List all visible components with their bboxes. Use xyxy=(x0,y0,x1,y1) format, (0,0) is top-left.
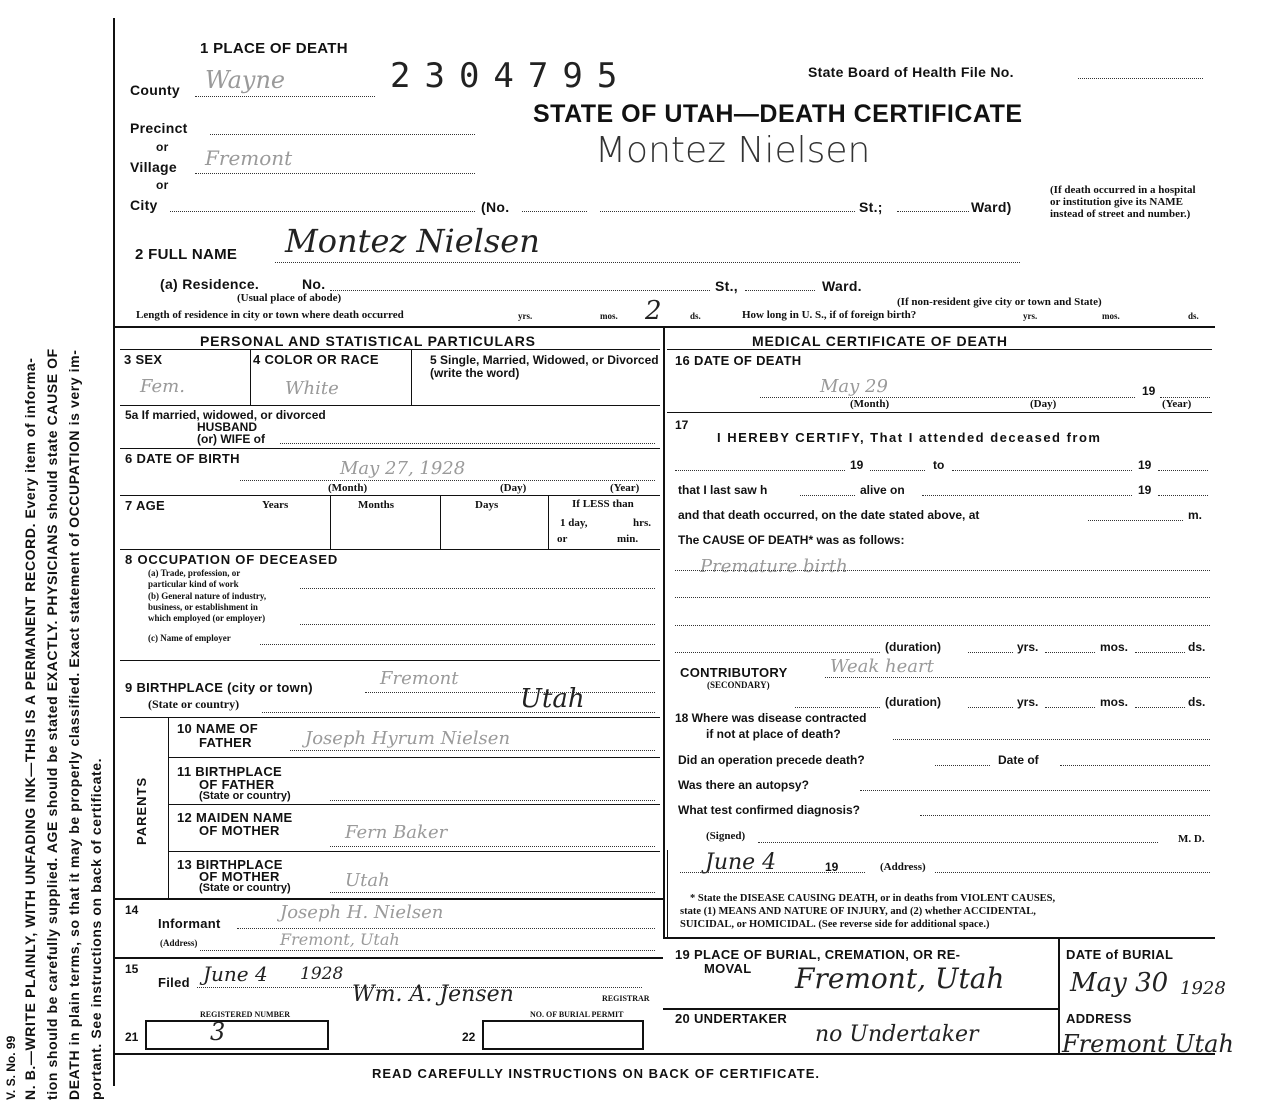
occ-a-line xyxy=(300,588,655,589)
informant-label: Informant xyxy=(158,916,221,931)
registered-number-value: 3 xyxy=(210,1018,226,1046)
mother-birthplace-2: OF MOTHER xyxy=(199,869,280,884)
father-label-1: 10 NAME OF xyxy=(177,721,259,736)
duration2-mos-line xyxy=(1045,707,1095,708)
medical-heading-line xyxy=(667,349,1212,350)
dod-year-label: (Year) xyxy=(1162,398,1192,410)
test-line xyxy=(920,815,1210,816)
attended-from-19: 19 xyxy=(850,458,864,472)
lower-right-top xyxy=(663,937,1215,939)
one-day-label: 1 day, xyxy=(560,517,588,529)
registered-number-box xyxy=(145,1020,329,1050)
item-18-label-2: if not at place of death? xyxy=(706,727,841,741)
instructions-line-3: DEATH in plain terms, so that it may be properly classified. Exact statement of OCCUPATION is very im- xyxy=(66,349,82,1100)
attended-to-label: to xyxy=(933,458,945,472)
filed-line xyxy=(197,987,642,988)
length-mos: mos. xyxy=(600,311,618,321)
sex-divider xyxy=(250,350,251,405)
county-value: Wayne xyxy=(205,66,286,94)
filed-value: June 4 xyxy=(203,962,268,986)
usual-place-label: (Usual place of abode) xyxy=(237,292,342,304)
precinct-line xyxy=(210,134,475,135)
instructions-line-2: tion should be carefully supplied. AGE should be stated EXACTLY. PHYSICIANS should state CAUSE OF xyxy=(44,348,60,1100)
no-line xyxy=(522,211,587,212)
registrar-signature: Wm. A. Jensen xyxy=(352,982,514,1007)
dob-value: May 27, 1928 xyxy=(340,458,466,479)
father-bp-line xyxy=(330,800,655,801)
village-line xyxy=(195,173,475,174)
father-value: Joseph Hyrum Nielsen xyxy=(305,728,511,749)
registered-number-label: REGISTERED NUMBER xyxy=(200,1010,291,1019)
footnote-line-1: * State the DISEASE CAUSING DEATH, or in deaths from VIOLENT CAUSES, xyxy=(690,893,1056,904)
full-name-line xyxy=(275,262,1020,263)
parents-divider xyxy=(168,718,169,898)
vs-number: V. S. No. 99 xyxy=(4,1035,18,1100)
death-occurred-label: and that death occurred, on the date stated above, at xyxy=(678,508,980,522)
st-label: St.; xyxy=(859,199,883,215)
signed-line xyxy=(758,842,1158,843)
father-birthplace-3: (State or country) xyxy=(199,790,291,802)
occ-b-label-3: which employed (or employer) xyxy=(148,613,266,623)
registrar-label: REGISTRAR xyxy=(602,994,650,1003)
duration2-ds-line xyxy=(1135,707,1185,708)
occupation-row-bottom xyxy=(120,660,660,661)
birthplace-row-bottom xyxy=(120,717,660,718)
md-label: M. D. xyxy=(1178,833,1205,845)
death-occurred-line xyxy=(1088,520,1183,521)
occ-a-label-2: particular kind of work xyxy=(148,579,239,589)
secondary-label: (SECONDARY) xyxy=(707,680,770,690)
signature-date-line xyxy=(680,872,865,873)
last-saw-label: that I last saw h xyxy=(678,483,768,497)
duration-label-2: (duration) xyxy=(885,695,941,709)
mother-line xyxy=(330,846,655,847)
duration-mos: mos. xyxy=(1100,640,1129,654)
sex-row-bottom xyxy=(120,405,660,406)
burial-permit-label: NO. OF BURIAL PERMIT xyxy=(530,1010,624,1019)
date-burial-year: 1928 xyxy=(1180,978,1226,999)
mother-label-2: OF MOTHER xyxy=(199,823,280,838)
informant-number: 14 xyxy=(125,903,139,917)
if-less-label: If LESS than xyxy=(572,498,634,510)
informant-address-line xyxy=(200,950,655,951)
burial-place-label-1: 19 PLACE OF BURIAL, CREMATION, OR RE- xyxy=(675,947,961,962)
item-18-label-1: 18 Where was disease contracted xyxy=(675,711,867,725)
us-mos: mos. xyxy=(1102,311,1120,321)
age-div-1 xyxy=(330,496,331,549)
color-divider xyxy=(411,350,412,405)
attended-to-year-line xyxy=(1158,470,1208,471)
informant-address-label: (Address) xyxy=(160,938,198,948)
or-label: or xyxy=(557,533,568,545)
occupation-label: 8 OCCUPATION OF DECEASED xyxy=(125,552,339,567)
duration-mos-line xyxy=(1045,652,1095,653)
file-no-line xyxy=(1078,78,1203,79)
autopsy-line xyxy=(860,790,1210,791)
birthplace-state-value: Utah xyxy=(520,684,585,714)
alive-on-line xyxy=(922,495,1132,496)
signature-date: June 4 xyxy=(705,850,777,875)
dob-row-bottom xyxy=(120,495,660,496)
or-label-2: or xyxy=(156,178,169,192)
married-label: 5a If married, widowed, or divorced xyxy=(125,408,326,422)
item-18-line xyxy=(893,739,1210,740)
occ-c-line xyxy=(260,644,655,645)
form-bottom-border xyxy=(113,1053,1215,1055)
city-line xyxy=(170,211,475,212)
contributory-value: Weak heart xyxy=(830,656,934,677)
parents-bottom xyxy=(113,898,663,900)
duration-yrs: yrs. xyxy=(1017,640,1039,654)
informant-address-value: Fremont, Utah xyxy=(280,930,400,949)
color-label: 4 COLOR OR RACE xyxy=(253,352,379,367)
mother-birthplace-3: (State or country) xyxy=(199,882,291,894)
filed-year: 1928 xyxy=(300,964,344,984)
duration2-yrs-line xyxy=(968,707,1013,708)
or-label-1: or xyxy=(156,140,169,154)
undertaker-address-value: Fremont Utah xyxy=(1062,1030,1234,1058)
alive-on-19: 19 xyxy=(1138,483,1152,497)
sex-label: 3 SEX xyxy=(124,352,163,367)
married-row-bottom xyxy=(120,448,660,449)
operation-line xyxy=(935,765,990,766)
length-yrs: yrs. xyxy=(518,311,533,321)
informant-line xyxy=(237,928,655,929)
duration-ds: ds. xyxy=(1188,640,1206,654)
certify-text: I HEREBY CERTIFY, That I attended deceased from xyxy=(717,430,1102,445)
death-m-label: m. xyxy=(1188,508,1203,522)
attended-to-line xyxy=(952,470,1132,471)
duration-ds-line xyxy=(1135,652,1185,653)
personal-heading-line xyxy=(120,349,660,350)
dod-day-label: (Day) xyxy=(1030,398,1057,410)
residence-no-label: No. xyxy=(302,276,326,292)
instructions-line-1: N. B.—WRITE PLAINLY, WITH UNFADING INK—THIS IS A PERMANENT RECORD. Every item of informa- xyxy=(22,357,38,1100)
length-mos-value: 2 xyxy=(645,296,662,326)
occ-a-label-1: (a) Trade, profession, or xyxy=(148,568,241,578)
birthplace-value: Fremont xyxy=(380,668,459,689)
color-value: White xyxy=(285,378,339,399)
mother-birthplace-value: Utah xyxy=(345,870,390,891)
test-label: What test confirmed diagnosis? xyxy=(678,803,861,817)
cause-line-2 xyxy=(675,597,1210,598)
precinct-label: Precinct xyxy=(130,120,188,136)
duration-yrs-2: yrs. xyxy=(1017,695,1039,709)
min-label: min. xyxy=(617,533,639,545)
dod-label: 16 DATE OF DEATH xyxy=(675,353,802,368)
age-years-label: Years xyxy=(262,499,289,511)
mother-bp-line xyxy=(330,892,655,893)
duration-label: (duration) xyxy=(885,640,941,654)
birthplace-state-label: (State or country) xyxy=(148,697,240,711)
how-long-us-label: How long in U. S., if of foreign birth? xyxy=(742,309,917,321)
signature-address-label: (Address) xyxy=(880,861,926,873)
sex-value: Fem. xyxy=(140,376,185,397)
contributory-duration-line xyxy=(795,707,880,708)
father-bp-row-bottom xyxy=(168,804,660,805)
county-label: County xyxy=(130,82,181,98)
village-value: Fremont xyxy=(205,146,293,170)
alive-on-label: alive on xyxy=(860,483,905,497)
duration-yrs-line xyxy=(968,652,1013,653)
city-label: City xyxy=(130,197,158,213)
age-months-label: Months xyxy=(358,499,395,511)
burial-mid-line xyxy=(663,1008,1058,1010)
father-row-bottom xyxy=(168,757,660,758)
residence-ward-line xyxy=(745,290,815,291)
informant-bottom xyxy=(113,957,663,959)
date-of-label: Date of xyxy=(998,753,1039,767)
operation-label: Did an operation precede death? xyxy=(678,753,865,767)
marital-label: 5 Single, Married, Widowed, or Divorced (write the word) xyxy=(430,353,659,380)
file-number-stamp: 2304795 xyxy=(390,56,632,96)
cause-line-1 xyxy=(675,570,1210,571)
date-burial-value: May 30 xyxy=(1070,968,1169,998)
birthplace-line xyxy=(365,692,655,693)
item-17-number: 17 xyxy=(675,418,689,432)
age-label: 7 AGE xyxy=(125,498,166,513)
footnote-line-3: SUICIDAL, or HOMICIDAL. (See reverse side for additional space.) xyxy=(680,919,990,930)
certificate-title: STATE OF UTAH—DEATH CERTIFICATE xyxy=(533,100,1023,128)
hrs-label: hrs. xyxy=(633,517,652,529)
medical-heading: MEDICAL CERTIFICATE OF DEATH xyxy=(752,333,1008,349)
written-name-annotation: Montez Nielsen xyxy=(595,130,871,171)
us-yrs: yrs. xyxy=(1023,311,1038,321)
burial-permit-box xyxy=(482,1020,644,1050)
occ-b-line xyxy=(300,624,655,625)
filed-number: 15 xyxy=(125,962,139,976)
occ-b-label-1: (b) General nature of industry, xyxy=(148,591,267,601)
contributory-line xyxy=(825,677,1210,678)
dob-day-label: (Day) xyxy=(500,482,527,494)
dob-year-label: (Year) xyxy=(610,482,640,494)
dod-row-bottom xyxy=(667,412,1212,413)
signed-label: (Signed) xyxy=(706,830,746,842)
cause-of-death-label: The CAUSE OF DEATH* was as follows: xyxy=(678,533,905,547)
birthplace-state-line xyxy=(262,712,655,713)
length-ds: ds. xyxy=(690,311,701,321)
date-burial-label: DATE of BURIAL xyxy=(1066,947,1174,962)
age-div-3 xyxy=(548,496,549,549)
length-residence-label: Length of residence in city or town where death occurred xyxy=(136,309,404,321)
wife-label: (or) WIFE of xyxy=(197,432,265,446)
residence-st-label: St., xyxy=(715,278,738,294)
age-div-2 xyxy=(440,496,441,549)
age-days-label: Days xyxy=(475,499,499,511)
dob-line xyxy=(240,480,655,481)
dob-month-label: (Month) xyxy=(328,482,368,494)
footnote-line-2: state (1) MEANS AND NATURE OF INJURY, and (2) whether ACCIDENTAL, xyxy=(680,906,1036,917)
no-label: (No. xyxy=(481,199,510,215)
dob-label: 6 DATE OF BIRTH xyxy=(125,451,240,466)
personal-heading: PERSONAL AND STATISTICAL PARTICULARS xyxy=(200,333,536,349)
mother-value: Fern Baker xyxy=(345,822,448,843)
duration-mos-2: mos. xyxy=(1100,695,1129,709)
hospital-note: (If death occurred in a hospital or institution give its NAME instead of street and number.) xyxy=(1050,184,1196,220)
signature-19: 19 xyxy=(825,860,839,874)
state-board-label: State Board of Health File No. xyxy=(808,64,1014,80)
attended-from-year-line xyxy=(870,470,925,471)
last-saw-line xyxy=(800,495,855,496)
residence-label: (a) Residence. xyxy=(160,276,260,292)
undertaker-address-label: ADDRESS xyxy=(1066,1011,1132,1026)
cause-duration-line xyxy=(675,652,880,653)
box-22-number: 22 xyxy=(462,1030,476,1044)
alive-on-year-line xyxy=(1158,495,1208,496)
mother-row-bottom xyxy=(168,851,660,852)
full-name-value: Montez Nielsen xyxy=(285,222,540,260)
footer-instructions: READ CAREFULLY INSTRUCTIONS ON BACK OF CERTIFICATE. xyxy=(372,1066,820,1081)
ward-label: Ward) xyxy=(971,199,1012,215)
age-row-bottom xyxy=(120,549,660,550)
attended-to-19: 19 xyxy=(1138,458,1152,472)
nonresident-note: (If non-resident give city or town and State) xyxy=(897,296,1102,308)
attended-from-line xyxy=(675,470,845,471)
center-divider xyxy=(663,326,665,937)
county-line xyxy=(195,96,375,97)
dod-month-label: (Month) xyxy=(850,398,890,410)
residence-ward-label: Ward. xyxy=(822,278,862,294)
residence-line xyxy=(330,290,710,291)
us-ds: ds. xyxy=(1188,311,1199,321)
husband-line xyxy=(280,443,655,444)
street-line xyxy=(600,211,855,212)
birthplace-label: 9 BIRTHPLACE (city or town) xyxy=(125,680,313,695)
parents-label: PARENTS xyxy=(134,776,149,845)
autopsy-label: Was there an autopsy? xyxy=(678,778,809,792)
father-birthplace-2: OF FATHER xyxy=(199,777,275,792)
ward-line xyxy=(897,211,969,212)
undertaker-value: no Undertaker xyxy=(815,1022,979,1047)
undertaker-label: 20 UNDERTAKER xyxy=(675,1011,788,1026)
mother-birthplace-1: 13 BIRTHPLACE xyxy=(177,857,283,872)
burial-place-value: Fremont, Utah xyxy=(795,962,1005,995)
informant-value: Joseph H. Nielsen xyxy=(280,902,444,923)
signature-left-rule xyxy=(667,850,668,938)
burial-divider xyxy=(1058,937,1060,1053)
dod-19: 19 xyxy=(1142,384,1156,398)
filed-label: Filed xyxy=(158,975,190,990)
dod-line xyxy=(760,397,1135,398)
father-birthplace-1: 11 BIRTHPLACE xyxy=(177,764,283,779)
box-21-number: 21 xyxy=(125,1030,139,1044)
full-name-label: 2 FULL NAME xyxy=(135,246,238,263)
dod-value: May 29 xyxy=(820,376,888,397)
husband-label: HUSBAND xyxy=(197,420,257,434)
cause-line-3 xyxy=(675,625,1210,626)
father-line xyxy=(290,750,655,751)
contributory-label: CONTRIBUTORY xyxy=(680,665,788,680)
signature-address-line xyxy=(935,872,1210,873)
village-label: Village xyxy=(130,159,177,175)
mother-label-1: 12 MAIDEN NAME xyxy=(177,810,293,825)
father-label-2: FATHER xyxy=(199,735,252,750)
cause-of-death-value: Premature birth xyxy=(700,556,848,577)
instructions-line-4: portant. See instructions on back of certificate. xyxy=(88,757,104,1100)
occ-b-label-2: business, or establishment in xyxy=(148,602,258,612)
occ-c-label: (c) Name of employer xyxy=(148,633,231,643)
burial-place-label-2: MOVAL xyxy=(704,961,752,976)
date-of-line xyxy=(1060,765,1210,766)
duration-ds-2: ds. xyxy=(1188,695,1206,709)
place-of-death-label: 1 PLACE OF DEATH xyxy=(200,40,348,57)
form-left-border xyxy=(113,18,115,1086)
